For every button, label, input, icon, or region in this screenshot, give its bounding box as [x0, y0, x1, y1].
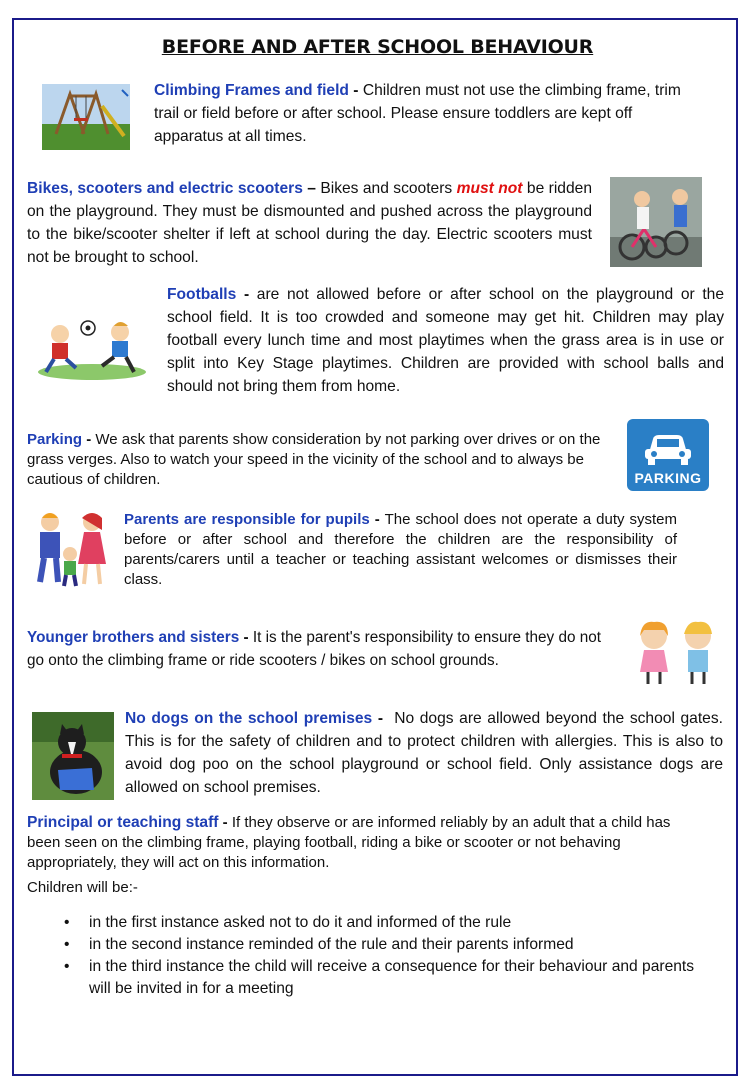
dogs-heading: No dogs on the school premises: [125, 710, 373, 727]
football-image: [36, 310, 148, 380]
parents-separator: -: [369, 511, 385, 528]
dogs-text: No dogs are allowed beyond the school gates. This is for the safety of children and to protect children with allergies. This is also to avoid dog poo on the school playground or school field. Only assistance dogs are allowed on school premises.: [125, 710, 723, 796]
climbing-section: [154, 79, 694, 148]
siblings-image: [632, 620, 722, 688]
rule-text: in the third instance the child will receive a consequence for their behaviour and parents will be invited in for a meeting: [89, 958, 695, 997]
parking-text: We ask that parents show consideration by not parking over drives or on the grass verges. Also to watch your speed in the vicinity of the school and to always be cautious of children.: [27, 431, 601, 488]
rule-text: in the second instance reminded of the rule and their parents informed: [89, 936, 574, 953]
consequence-list: [56, 912, 716, 1000]
bullet-icon: •: [64, 936, 70, 953]
family-icon: [30, 508, 112, 590]
dog-image: [32, 712, 114, 800]
climbing-heading: Climbing Frames and field: [154, 82, 349, 99]
page-title: BEFORE AND AFTER SCHOOL BEHAVIOUR: [161, 36, 594, 58]
bikes-section: [27, 177, 592, 269]
bullet-icon: •: [64, 958, 70, 975]
parents-image: [30, 508, 112, 590]
bikes-heading: Bikes, scooters and electric scooters: [27, 180, 303, 197]
siblings-section: [27, 626, 617, 672]
parents-section: [124, 510, 677, 590]
car-icon: [627, 419, 709, 469]
playground-image: [42, 84, 130, 150]
bullet-icon: •: [64, 914, 70, 931]
staff-heading: Principal or teaching staff: [27, 814, 219, 831]
children-bikes-icon: [610, 177, 702, 267]
footballs-text: are not allowed before or after school on the playground or the school field. It is too crowded and someone may get hit. Children may play football every lunch time and most playtimes when the grass area is in use or split into Key Stage playtimes. Children are provided with school balls and should not bring them from home.: [167, 286, 725, 395]
bikes-separator: –: [302, 180, 321, 197]
footballs-separator: -: [236, 286, 257, 303]
parking-sign-label: PARKING: [634, 470, 702, 486]
swing-set-icon: [42, 84, 130, 150]
dog-icon: [32, 712, 114, 800]
siblings-heading: Younger brothers and sisters: [27, 629, 240, 646]
parents-text: The school does not operate a duty system before or after school and therefore the children are the responsibility of parents/carers until a teacher or teaching assistant welcomes or dismisses their class.: [124, 511, 677, 588]
siblings-separator: -: [239, 629, 253, 646]
climbing-text: Children must not use the climbing frame, trim trail or field before or after school. Please ensure toddlers are kept off apparatus at all times.: [154, 82, 681, 145]
two-children-icon: [632, 620, 722, 688]
rule-text: in the first instance asked not to do it and informed of the rule: [89, 914, 512, 931]
staff-text: If they observe or are informed reliably by an adult that a child has been seen on the climbing frame, playing football, riding a bike or scooter or not behaving appropriately, they will act on this information.: [27, 814, 671, 871]
bikes-image: [610, 177, 702, 267]
bikes-emphasis: must not: [456, 180, 523, 197]
list-item: [56, 934, 716, 956]
parking-section: [27, 430, 607, 490]
parking-sign: [627, 419, 709, 491]
bikes-text-2: be ridden on the playground. They must be dismounted and pushed across the playground to the bike/scooter shelter if left at school during the day. Electric scooters must not be brought to school.: [27, 180, 592, 266]
bikes-text-1: Bikes and scooters: [320, 180, 457, 197]
children-intro: Children will be:-: [27, 879, 138, 896]
parents-heading: Parents are responsible for pupils: [124, 511, 370, 528]
footballs-heading: Footballs: [167, 286, 237, 303]
dogs-separator: -: [372, 710, 395, 727]
parking-heading: Parking: [27, 431, 83, 448]
footballs-section: [167, 283, 724, 398]
staff-section: [27, 813, 687, 873]
dogs-section: [125, 707, 723, 799]
climbing-separator: -: [348, 82, 363, 99]
staff-separator: -: [218, 814, 232, 831]
list-item: [56, 912, 716, 934]
list-item: [56, 956, 716, 1000]
siblings-text: It is the parent's responsibility to ensure they do not go onto the climbing frame or ride scooters / bikes on school grounds.: [27, 629, 601, 669]
parking-separator: -: [82, 431, 96, 448]
kids-football-icon: [36, 310, 148, 380]
